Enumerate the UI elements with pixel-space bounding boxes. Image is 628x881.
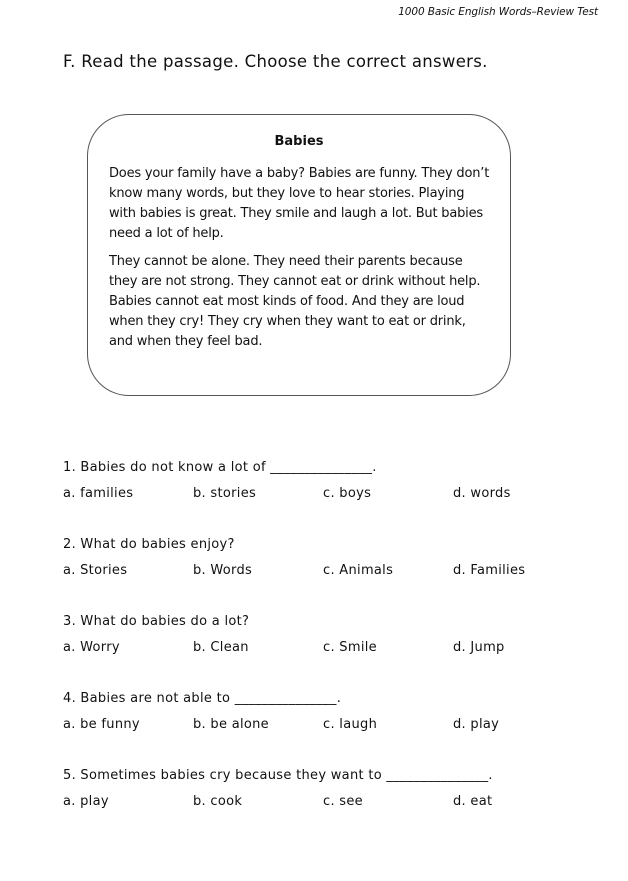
option-b[interactable]: b. cook [193,794,243,809]
question-text: 5. Sometimes babies cry because they want to _______________. [63,768,493,783]
question-5 [63,766,583,818]
option-b[interactable]: b. stories [193,486,257,501]
header-note: 1000 Basic English Words–Review Test [398,6,598,18]
option-a[interactable]: a. play [63,794,109,809]
option-c[interactable]: c. see [323,794,363,809]
option-d[interactable]: d. Families [453,563,526,578]
option-a[interactable]: a. families [63,486,134,501]
option-a[interactable]: a. Worry [63,640,120,655]
question-text: 1. Babies do not know a lot of _______________. [63,460,377,475]
answer-options [63,478,583,510]
passage-paragraph: Does your family have a baby? Babies are funny. They don’t know many words, but they love to hear stories. Playing with babies is great. They smile and laugh a lot. But babies need a lot of help. [109,166,490,241]
option-a[interactable]: a. Stories [63,563,128,578]
passage-box [87,114,511,396]
option-c[interactable]: c. laugh [323,717,378,732]
answer-options [63,709,583,741]
answer-options [63,632,583,664]
question-text: 3. What do babies do a lot? [63,614,250,629]
answer-options [63,555,583,587]
option-c[interactable]: c. Animals [323,563,394,578]
answer-options [63,786,583,818]
option-c[interactable]: c. boys [323,486,372,501]
passage-title: Babies [274,134,324,149]
option-d[interactable]: d. play [453,717,500,732]
option-b[interactable]: b. Clean [193,640,249,655]
questions-list [63,458,583,843]
question-1 [63,458,583,510]
passage-body [109,164,492,360]
option-d[interactable]: d. words [453,486,511,501]
question-4 [63,689,583,741]
option-c[interactable]: c. Smile [323,640,377,655]
option-b[interactable]: b. be alone [193,717,269,732]
option-a[interactable]: a. be funny [63,717,140,732]
section-title: F. Read the passage. Choose the correct answers. [63,52,488,71]
option-b[interactable]: b. Words [193,563,253,578]
question-2 [63,535,583,587]
option-d[interactable]: d. Jump [453,640,505,655]
question-text: 4. Babies are not able to _______________. [63,691,342,706]
passage-paragraph: They cannot be alone. They need their parents because they are not strong. They cannot eat or drink without help. Babies cannot eat most kinds of food. And they are loud when they cry! They cry when they want to eat or drink, and when they feel bad. [109,254,481,349]
option-d[interactable]: d. eat [453,794,493,809]
question-3 [63,612,583,664]
question-text: 2. What do babies enjoy? [63,537,235,552]
